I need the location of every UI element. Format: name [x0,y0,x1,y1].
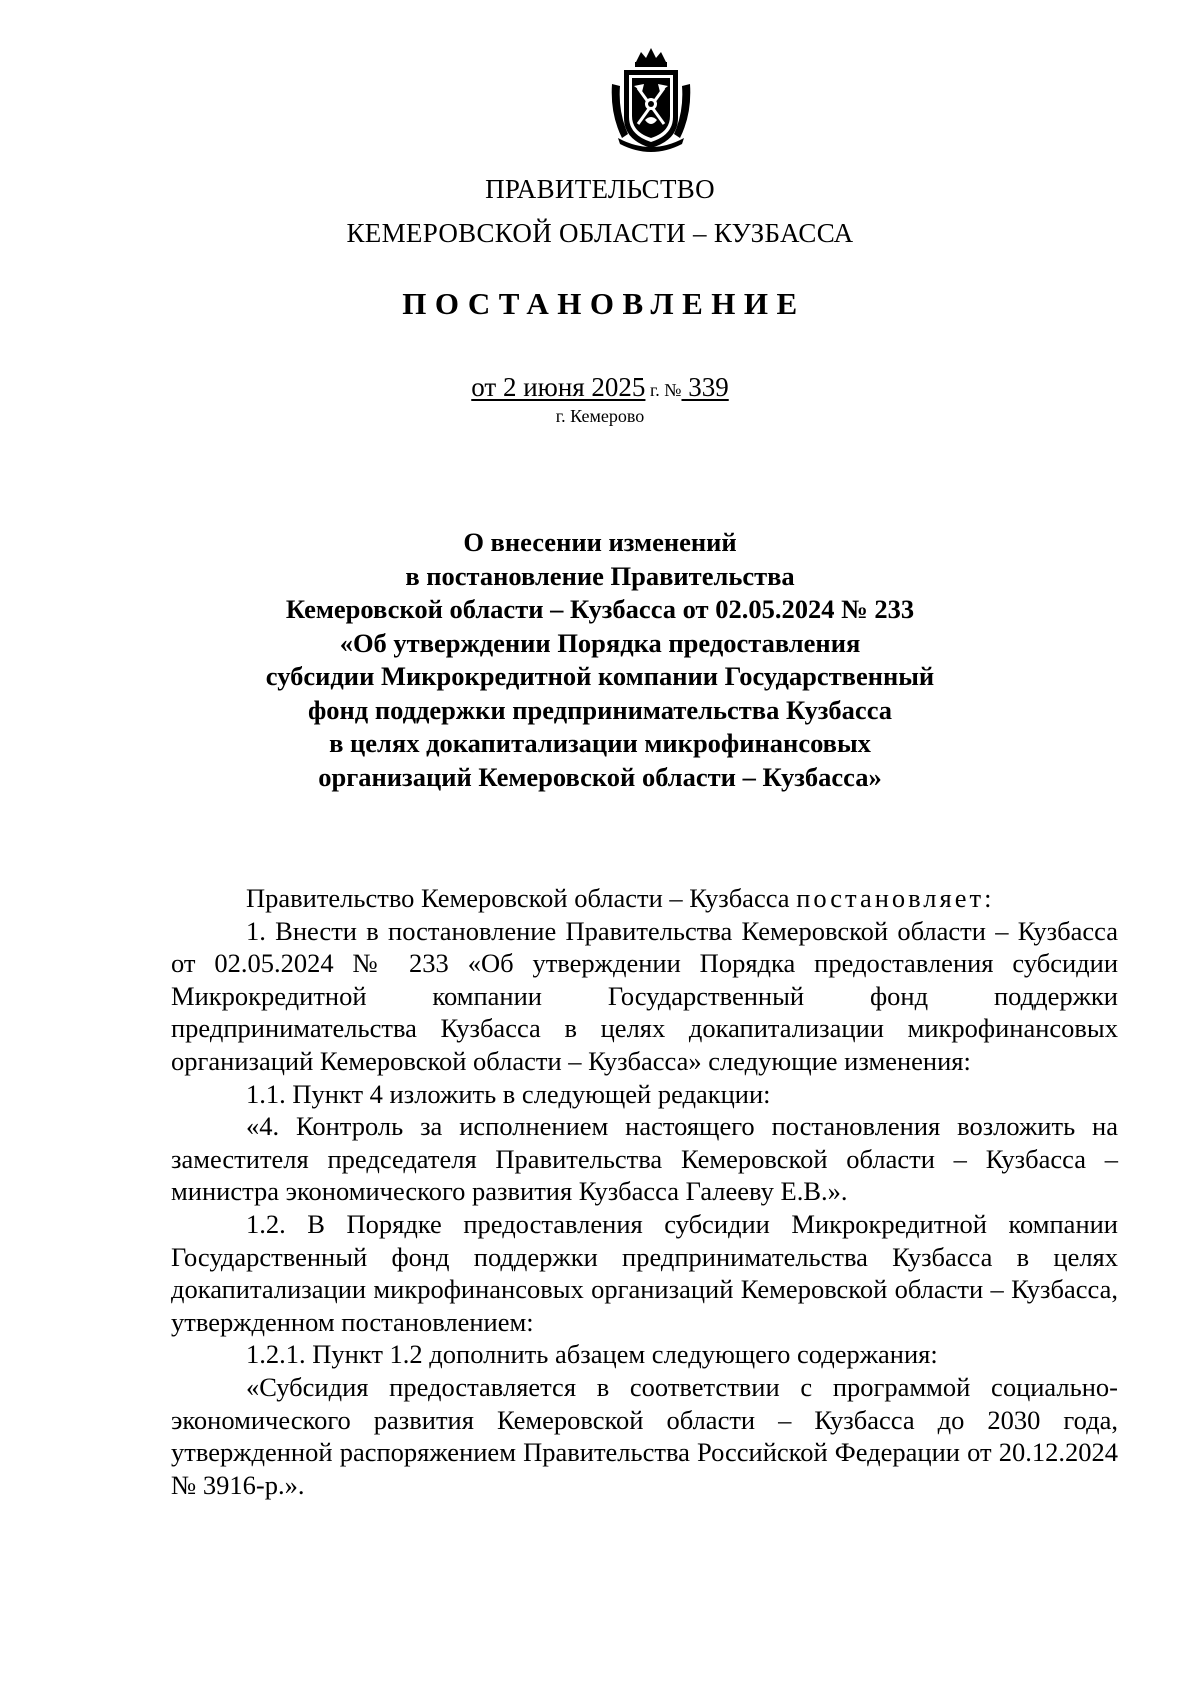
body-paragraph-preamble [171,882,1118,915]
body-paragraph: 1.2. В Порядке предоставления субсидии Микрокредитной компании Государственный фонд поддержки предпринимательства Кузбасса в целях докапитализации микрофинансовых организаций Кемеровской области – Кузбасса, утвержденном постановлением: [171,1208,1118,1337]
date-number-line [0,371,1200,406]
document-number: 339 [681,372,729,402]
preamble-lead: Правительство Кемеровской области – Кузбасса [246,883,797,913]
body-paragraph: 1. Внести в постановление Правительства Кемеровской области – Кузбасса от 02.05.2024 № 233 «Об утверждении Порядка предоставления субсидии Микрокредитной компании Государственный фонд поддержки предпринимательства Кузбасса в целях докапитализации микрофинансовых организаций Кемеровской области – Кузбасса» следующие изменения: [171,915,1118,1076]
preamble-decree-word: постановляет [796,883,985,913]
body-paragraph: «Субсидия предоставляется в соответствии с программой социально-экономического развития Кемеровской области – Кузбасса до 2030 года, утвержденной распоряжением Правительства Российской Федерации от 20.12.2024 № 3916-р.». [171,1371,1118,1500]
number-sign: № [659,380,682,400]
government-name-line1: ПРАВИТЕЛЬСТВО [485,174,715,204]
title-line: субсидии Микрокредитной компании Государственный [265,661,935,691]
title-line: Кемеровской области – Кузбасса от 02.05.2024 № 233 [285,594,915,624]
title-line: О внесении изменений [463,527,737,557]
year-suffix: г. [645,380,660,400]
city-line: г. Кемерово [555,406,645,426]
body-paragraph: «4. Контроль за исполнением настоящего постановления возложить на заместителя председателя Правительства Кемеровской области – Кузбасса – министра экономического развития Кузбасса Галееву Е.В.». [171,1111,1118,1207]
title-line: фонд поддержки предпринимательства Кузбасса [307,694,893,725]
title-line: в целях докапитализации микрофинансовых [329,728,871,758]
title-line: организаций Кемеровской области – Кузбасса» [318,761,882,792]
preamble-colon: : [984,883,992,913]
coat-of-arms-icon [608,44,694,152]
body-paragraph: 1.2.1. Пункт 1.2 дополнить абзацем следующего содержания: [246,1339,938,1370]
body-paragraph: 1.1. Пункт 4 изложить в следующей редакции: [246,1078,771,1109]
title-line: «Об утверждении Порядка предоставления [339,627,861,658]
document-body [171,882,1118,1501]
government-name-line2: КЕМЕРОВСКОЙ ОБЛАСТИ – КУЗБАССА [346,218,854,248]
document-type-heading: ПОСТАНОВЛЕНИЕ [402,286,806,321]
document-date: от 2 июня 2025 [471,372,646,402]
title-line: в постановление Правительства [405,560,795,591]
document-title [150,526,1050,794]
